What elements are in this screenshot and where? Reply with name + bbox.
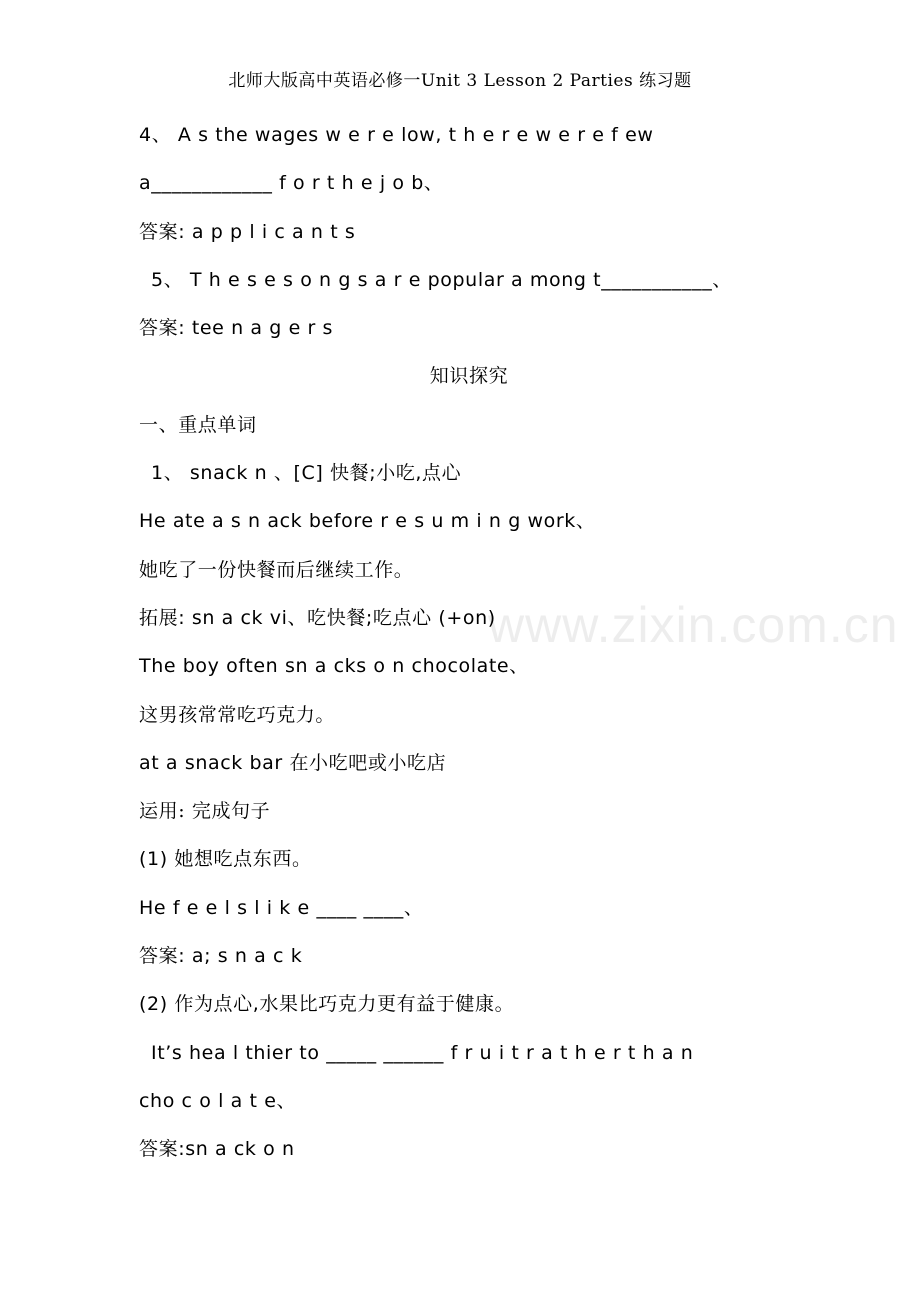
extension-note: 拓展: sn a ck vi、吃快餐;吃点心 (+on) [139, 606, 496, 629]
example-sentence-cn: 她吃了一份快餐而后继续工作。 [139, 558, 414, 581]
document-body [139, 116, 799, 1179]
extension-example-en: The boy often sn a cks o n chocolate、 [139, 655, 529, 678]
usage-item-2-answer: 答案:sn a ck o n [139, 1138, 295, 1161]
phrase-snack-bar: at a snack bar 在小吃吧或小吃店 [139, 751, 447, 774]
usage-heading: 运用: 完成句子 [139, 800, 271, 823]
usage-item-2-sentence: It’s hea l thier to _____ ______ f r u i t r a t h e r t h a n [151, 1041, 694, 1064]
page-header: 北师大版高中英语必修一Unit 3 Lesson 2 Parties 练习题 [228, 71, 692, 91]
usage-item-1-answer: 答案: a; s n a c k [139, 945, 303, 968]
usage-item-2-sentence-cont: cho c o l a t e、 [139, 1089, 297, 1112]
exercise-5-question: 5、 T h e s e s o n g s a r e popular a mong t___________、 [151, 268, 732, 291]
exercise-5-answer: 答案: tee n a g e r s [139, 317, 334, 340]
vocab-entry-snack: 1、 snack n 、[C] 快餐;小吃,点心 [151, 462, 462, 485]
usage-item-2-prompt: (2) 作为点心,水果比巧克力更有益于健康。 [139, 993, 515, 1016]
exercise-4-answer: 答案: a p p l i c a n t s [139, 220, 356, 243]
usage-item-1-prompt: (1) 她想吃点东西。 [139, 848, 312, 871]
section-title: 知识探究 [429, 365, 509, 388]
example-sentence-en: He ate a s n ack before r e s u m i n g work、 [139, 510, 596, 533]
exercise-4-blank: a____________ f o r t h e j o b、 [139, 172, 444, 195]
exercise-4-question: 4、 A s the wages w e r e low, t h e r e w e r e f ew [139, 124, 654, 146]
extension-example-cn: 这男孩常常吃巧克力。 [139, 703, 336, 726]
watermark: www.zixin.com.cn [488, 597, 899, 653]
usage-item-1-sentence: He f e e l s l i k e ____ ____、 [139, 896, 424, 919]
subsection-heading: 一、重点单词 [139, 413, 257, 436]
